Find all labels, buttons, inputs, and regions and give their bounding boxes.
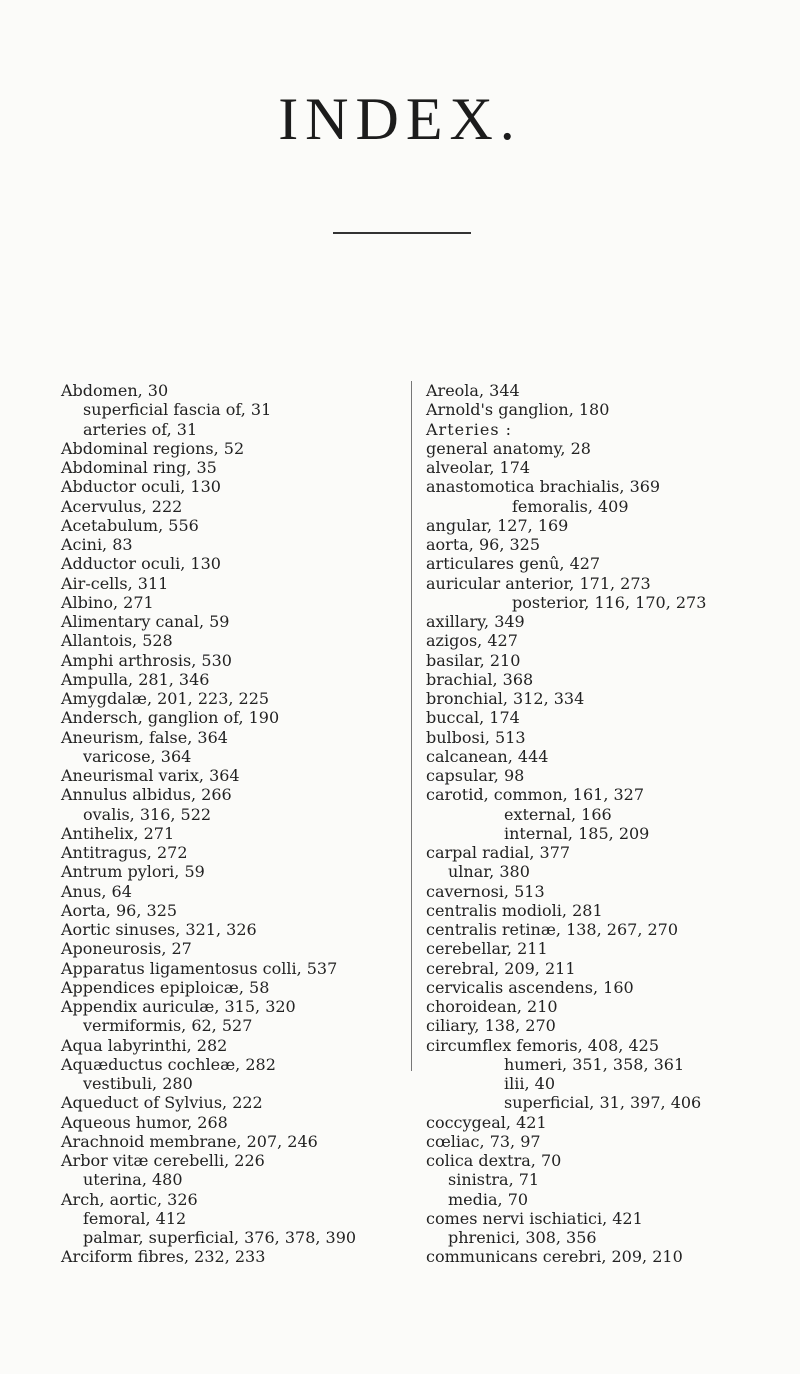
index-entry: Acervulus, 222: [61, 496, 183, 516]
index-entry: phrenici, 308, 356: [448, 1228, 597, 1247]
title-rule: [333, 232, 471, 234]
index-entry: Aortic sinuses, 321, 326: [61, 920, 257, 939]
index-entry: varicose, 364: [83, 746, 192, 766]
index-entry: Aorta, 96, 325: [61, 900, 178, 920]
index-entry: Air-cells, 311: [61, 573, 169, 593]
index-entry: Andersch, ganglion of, 190: [61, 708, 280, 728]
index-column-right: [426, 381, 776, 1267]
index-entry: ulnar, 380: [448, 862, 530, 882]
index-entry: communicans cerebri, 209, 210: [426, 1247, 683, 1267]
index-entry: circumflex femoris, 408, 425: [426, 1035, 660, 1055]
index-entry: Aquæductus cochleæ, 282: [61, 1054, 276, 1074]
index-entry: cerebellar, 211: [426, 939, 548, 959]
index-entry: Adductor oculi, 130: [61, 554, 221, 574]
index-entry: media, 70: [448, 1189, 529, 1209]
index-entry: internal, 185, 209: [504, 823, 650, 843]
index-entry: Allantois, 528: [61, 631, 173, 651]
index-entry: superficial, 31, 397, 406: [504, 1093, 702, 1113]
index-entry: Appendices epiploicæ, 58: [61, 977, 270, 997]
index-entry: Arteries :: [426, 419, 513, 439]
index-entry: vermiformis, 62, 527: [83, 1016, 253, 1036]
index-entry: axillary, 349: [426, 612, 525, 631]
index-entry: anastomotica brachialis, 369: [426, 477, 661, 497]
index-column-left: [61, 381, 406, 1267]
index-entry: Arciform fibres, 232, 233: [61, 1247, 266, 1267]
index-entry: bronchial, 312, 334: [426, 689, 585, 708]
index-entry: femoralis, 409: [512, 496, 629, 516]
index-entry: Appendix auriculæ, 315, 320: [61, 997, 296, 1016]
index-entry: alveolar, 174: [426, 458, 531, 477]
index-entry: angular, 127, 169: [426, 515, 569, 535]
index-entry: auricular anterior, 171, 273: [426, 573, 651, 593]
index-entry: Amygdalæ, 201, 223, 225: [61, 689, 270, 708]
index-entry: Aneurism, false, 364: [61, 727, 228, 747]
index-entry: colica dextra, 70: [426, 1151, 562, 1170]
index-entry: Antitragus, 272: [61, 843, 188, 862]
index-entry: cerebral, 209, 211: [426, 958, 576, 978]
index-entry: cavernosi, 513: [426, 881, 545, 901]
index-entry: basilar, 210: [426, 650, 521, 670]
index-entry: Aqua labyrinthi, 282: [61, 1035, 228, 1055]
index-entry: cervicalis ascendens, 160: [426, 977, 634, 997]
index-entry: vestibuli, 280: [83, 1074, 193, 1093]
index-entry: Alimentary canal, 59: [61, 612, 230, 631]
index-entry: palmar, superficial, 376, 378, 390: [83, 1228, 357, 1247]
index-entry: humeri, 351, 358, 361: [504, 1054, 685, 1074]
index-entry: uterina, 480: [83, 1170, 183, 1190]
index-entry: Aneurismal varix, 364: [61, 766, 240, 785]
index-entry: azigos, 427: [426, 631, 518, 651]
index-entry: Acetabulum, 556: [61, 515, 199, 535]
index-entry: Ampulla, 281, 346: [61, 669, 210, 689]
index-entry: Aponeurosis, 27: [61, 939, 192, 959]
index-entry: centralis retinæ, 138, 267, 270: [426, 920, 679, 939]
index-entry: Amphi arthrosis, 530: [61, 650, 232, 670]
index-entry: external, 166: [504, 804, 612, 824]
index-entry: superficial fascia of, 31: [83, 400, 272, 420]
index-entry: posterior, 116, 170, 273: [512, 592, 707, 612]
index-entry: buccal, 174: [426, 708, 520, 728]
index-entry: calcanean, 444: [426, 746, 549, 766]
index-entry: Arch, aortic, 326: [61, 1189, 198, 1209]
index-entry: femoral, 412: [83, 1208, 187, 1228]
index-entry: Anus, 64: [61, 881, 132, 901]
index-entry: Arnold's ganglion, 180: [426, 400, 610, 420]
index-entry: carotid, common, 161, 327: [426, 785, 645, 805]
index-entry: Acini, 83: [61, 535, 133, 554]
index-entry: aorta, 96, 325: [426, 535, 541, 554]
index-entry: Antrum pylori, 59: [61, 862, 205, 882]
index-entry: Apparatus ligamentosus colli, 537: [61, 958, 338, 978]
index-entry: Abdominal regions, 52: [61, 438, 245, 458]
page-title: INDEX.: [278, 86, 522, 152]
index-entry: brachial, 368: [426, 669, 534, 689]
index-entry: Abdomen, 30: [61, 381, 169, 400]
index-entry: Arachnoid membrane, 207, 246: [61, 1131, 318, 1151]
index-entry: Abdominal ring, 35: [61, 458, 217, 477]
index-entry: arteries of, 31: [83, 419, 198, 439]
index-entry: Antihelix, 271: [61, 823, 175, 843]
index-entry: ovalis, 316, 522: [83, 804, 212, 824]
index-entry: capsular, 98: [426, 766, 525, 785]
index-entry: choroidean, 210: [426, 997, 558, 1016]
index-entry: articulares genû, 427: [426, 554, 601, 574]
index-entry: comes nervi ischiatici, 421: [426, 1208, 643, 1228]
index-entry: Abductor oculi, 130: [61, 477, 221, 497]
index-entry: ilii, 40: [504, 1074, 555, 1093]
index-entry: cœliac, 73, 97: [426, 1131, 541, 1151]
index-entry: carpal radial, 377: [426, 843, 571, 862]
index-entry: Aqueous humor, 268: [61, 1112, 228, 1132]
column-divider: [411, 381, 412, 1071]
index-entry: Arbor vitæ cerebelli, 226: [61, 1151, 265, 1170]
index-entry: coccygeal, 421: [426, 1112, 547, 1132]
index-entry: general anatomy, 28: [426, 438, 591, 458]
index-entry: Areola, 344: [426, 381, 520, 400]
index-entry: centralis modioli, 281: [426, 900, 603, 920]
index-entry: ciliary, 138, 270: [426, 1016, 556, 1036]
index-entry: bulbosi, 513: [426, 727, 526, 747]
index-entry: Albino, 271: [61, 592, 154, 612]
index-entry: Aqueduct of Sylvius, 222: [61, 1093, 263, 1113]
index-entry: Annulus albidus, 266: [61, 785, 232, 805]
index-entry: sinistra, 71: [448, 1170, 540, 1190]
